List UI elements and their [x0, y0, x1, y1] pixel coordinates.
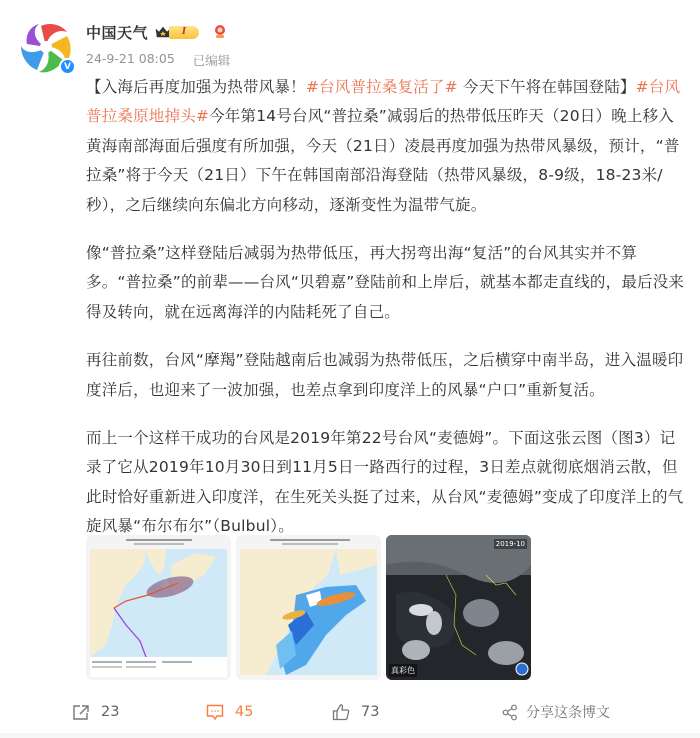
text-segment: 【入海后再度加强为热带风暴！ [86, 78, 306, 96]
medal-icon[interactable] [213, 24, 227, 40]
verified-badge-icon: V [59, 58, 76, 75]
post-meta [86, 51, 230, 69]
share-post-button[interactable] [502, 697, 610, 727]
paragraph-1 [86, 73, 686, 220]
like-count: 73 [361, 704, 380, 720]
like-button[interactable] [332, 697, 379, 727]
image-timestamp: 2019-10 [495, 540, 525, 548]
text-segment: 像“普拉桑”这样登陆后减弱为热带低压，再大拐弯出海“复活”的台风其实并不算多。“普拉桑”的前辈——台风“贝碧嘉”登陆前和上岸后，就基本都走直线的，最后没来得及转向，就在远离海洋的内陆耗死了自己。 [86, 244, 685, 321]
post-timestamp[interactable]: 24-9-21 08:05 [86, 51, 175, 66]
comment-icon [206, 704, 224, 721]
author-name[interactable]: 中国天气 [86, 23, 149, 42]
text-segment: 而上一个这样干成功的台风是2019年第22号台风“麦德姆”。下面这张云图（图3）记录了它从2019年10月30日到11月5日一路西行的过程，3日差点就彻底烟消云散，但此时恰好重新进入印度洋，在生死关头挺了过来，从台风“麦德姆”变成了印度洋上的气旋风暴“布尔布尔”（Bulbul）。 [86, 429, 684, 536]
thumbs-up-icon [332, 703, 350, 721]
edited-label[interactable]: 已编辑 [192, 53, 231, 68]
post-body [86, 73, 686, 542]
level-tag: I [169, 26, 199, 39]
satellite-cloud-image[interactable] [386, 535, 531, 680]
share-icon [502, 704, 518, 721]
typhoon-track-forecast-map[interactable] [86, 535, 231, 680]
text-segment: 再往前数，台风“摩羯”登陆越南后也减弱为热带低压，之后横穿中南半岛，进入温暖印度洋后，也迎来了一波加强，也差点拿到印度洋上的风暴“户口”重新复活。 [86, 351, 684, 399]
action-bar [0, 697, 700, 729]
text-segment: 今天下午将在韩国登陆】 [457, 78, 636, 96]
paragraph-3 [86, 346, 686, 405]
repost-icon [72, 704, 90, 721]
share-post-label: 分享这条博文 [526, 705, 610, 721]
hashtag-link[interactable]: #台风普拉桑复活了# [305, 78, 458, 96]
paragraph-4 [86, 424, 686, 542]
text-segment: 今年第14号台风“普拉桑”减弱后的热带低压昨天（20日）晚上移入黄海南部海面后强度有所加强，今天（21日）凌晨再度加强为热带风暴级，预计，“普拉桑”将于今天（21日）下午在韩国南部沿海登陆（热带风暴级，8-9级，18-23米/秒），之后继续向东偏北方向移动，逐渐变性为温带气旋。 [86, 107, 680, 214]
comment-button[interactable] [206, 697, 253, 727]
comment-count: 45 [235, 704, 254, 720]
image-label: 真彩色 [391, 666, 415, 675]
divider [0, 733, 700, 738]
image-gallery [86, 535, 531, 680]
rainfall-forecast-map[interactable] [236, 535, 381, 680]
paragraph-2 [86, 239, 686, 327]
repost-button[interactable] [72, 697, 119, 727]
vip-badge[interactable] [155, 24, 199, 40]
repost-count: 23 [101, 704, 120, 720]
author-row [86, 20, 227, 44]
hashtag-link[interactable]: #台风普拉桑原地掉头# [86, 78, 681, 126]
